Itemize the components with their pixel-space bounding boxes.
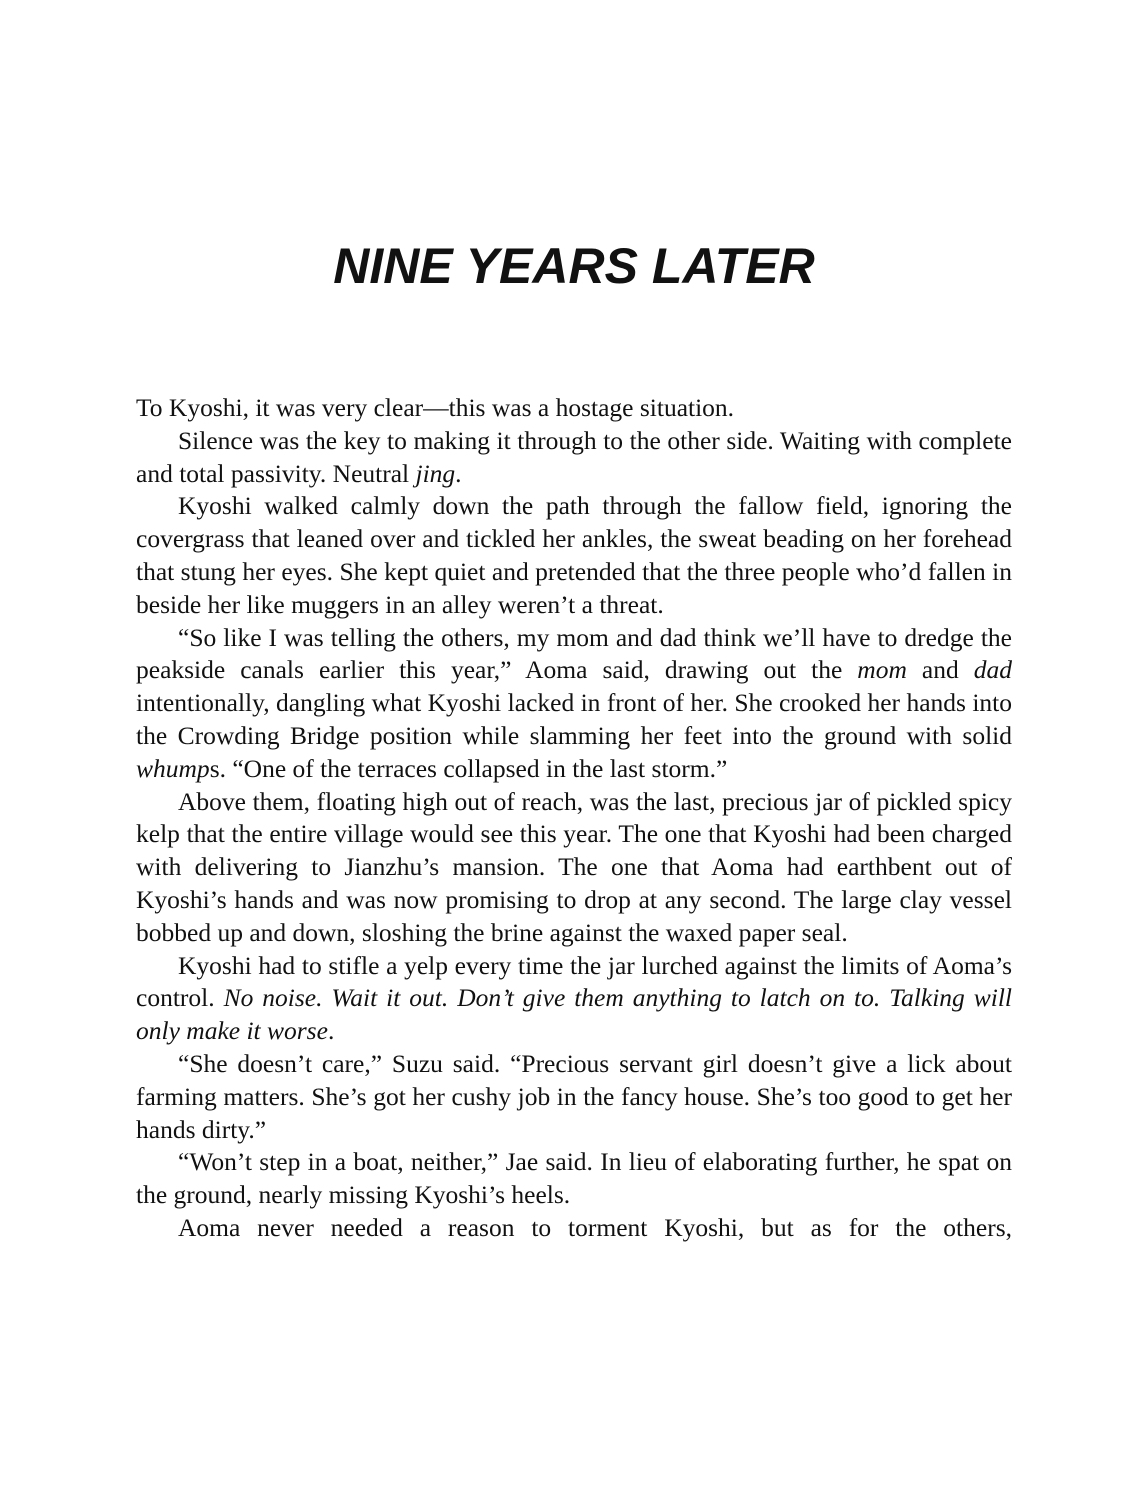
paragraph (136, 786, 1012, 950)
text-run: s. “One of the terraces collapsed in the last storm.” (209, 753, 728, 783)
text-run: “She doesn’t care,” Suzu said. “Precious servant girl doesn’t give a lick about farming matters. She’s got her cushy job in the fancy house. She’s too good to get her hands dirty.” (136, 1048, 1012, 1144)
text-run: Silence was the key to making it through to the other side. Waiting with complete and total passivity. Neutral (136, 425, 1012, 488)
italic-run: jing (415, 458, 456, 488)
text-run: Kyoshi walked calmly down the path through the fallow field, ignoring the covergrass that leaned over and tickled her ankles, the sweat beading on her forehead that stung her eyes. She kept quiet and pretended that the three people who’d fallen in beside her like muggers in an alley weren’t a threat. (136, 491, 1012, 619)
text-run: “So like I was telling the others, my mom and dad think we’ll have to dredge the peakside canals earlier this year,” Aoma said, drawing out the (136, 622, 1012, 685)
paragraph (136, 392, 1012, 425)
text-run: “Won’t step in a boat, neither,” Jae said. In lieu of elaborating further, he spat on the ground, nearly missing Kyoshi’s heels. (136, 1147, 1012, 1210)
text-run: To Kyoshi, it was very clear—this was a hostage situation. (136, 393, 735, 422)
text-run: and (906, 655, 974, 685)
text-run: . (327, 1016, 335, 1046)
body-text (136, 392, 1012, 1245)
italic-run: mom (857, 655, 907, 685)
text-run: Kyoshi had to stifle a yelp every time the jar lurched against the limits of Aoma’s control. (136, 950, 1012, 1013)
paragraph (136, 622, 1012, 786)
paragraph (136, 490, 1012, 621)
paragraph (136, 1048, 1012, 1146)
text-run: intentionally, dangling what Kyoshi lacked in front of her. She crooked her hands into the Crowding Bridge position while slamming her feet into the ground with solid (136, 688, 1012, 750)
italic-run: No noise. Wait it out. Don’t give them anything to latch on to. Talking will only make it worse (136, 983, 1012, 1046)
text-run: Aoma never needed a reason to torment Kyoshi, but as for the others, (178, 1212, 1012, 1242)
paragraph (136, 425, 1012, 491)
paragraph (136, 1212, 1012, 1245)
italic-run: dad (973, 655, 1012, 685)
paragraph (136, 950, 1012, 1048)
text-run: Above them, floating high out of reach, was the last, precious jar of pickled spicy kelp that the entire village would see this year. The one that Kyoshi had been charged with delivering to Jianzhu’s mansion. The one that Aoma had earthbent out of Kyoshi’s hands and was now promising to drop at any second. The large clay vessel bobbed up and down, sloshing the brine against the waxed paper seal. (136, 786, 1012, 947)
paragraph (136, 1146, 1012, 1212)
text-run: . (455, 458, 462, 488)
chapter-title: NINE YEARS LATER (333, 238, 815, 294)
italic-run: whump (136, 753, 210, 783)
